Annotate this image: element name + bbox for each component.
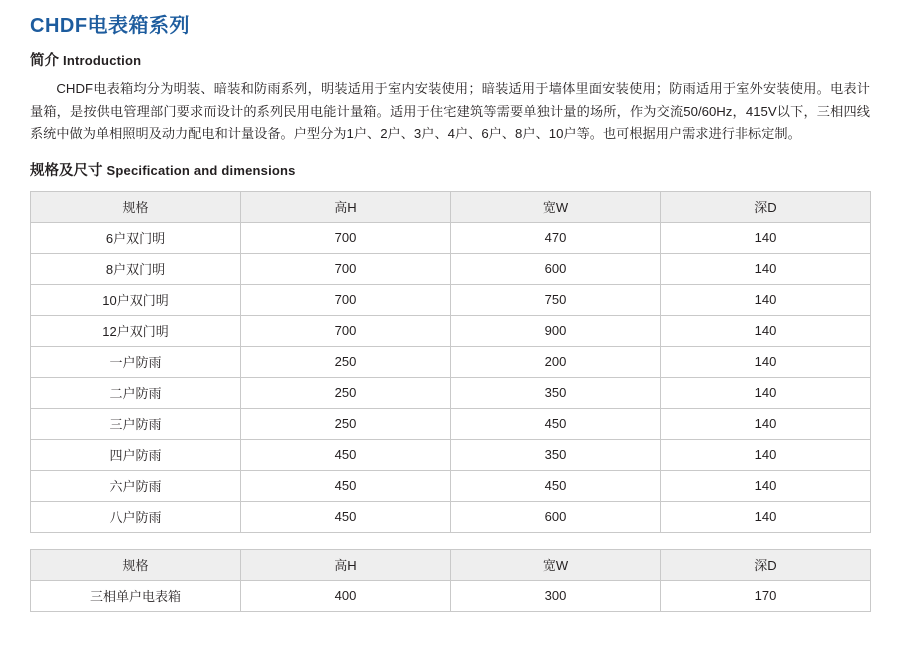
cell-width: 350 — [451, 439, 661, 470]
column-header-spec: 规格 — [31, 549, 241, 580]
table-row — [31, 222, 871, 253]
specification-heading-cn: 规格及尺寸 — [30, 162, 103, 179]
introduction-heading — [30, 52, 870, 71]
cell-spec: 三户防雨 — [31, 408, 241, 439]
column-header-spec: 规格 — [31, 191, 241, 222]
cell-spec: 三相单户电表箱 — [31, 580, 241, 611]
column-header-height: 高H — [241, 549, 451, 580]
cell-depth: 140 — [661, 377, 871, 408]
specification-table-main — [30, 191, 871, 533]
table-row — [31, 439, 871, 470]
cell-width: 900 — [451, 315, 661, 346]
cell-spec: 8户双门明 — [31, 253, 241, 284]
cell-height: 450 — [241, 501, 451, 532]
cell-width: 350 — [451, 377, 661, 408]
cell-height: 450 — [241, 470, 451, 501]
cell-depth: 140 — [661, 284, 871, 315]
cell-depth: 140 — [661, 408, 871, 439]
table-row — [31, 501, 871, 532]
table-row — [31, 470, 871, 501]
table-header-row — [31, 549, 871, 580]
cell-spec: 一户防雨 — [31, 346, 241, 377]
cell-height: 250 — [241, 346, 451, 377]
introduction-heading-en: Introduction — [63, 53, 142, 68]
cell-depth: 140 — [661, 501, 871, 532]
cell-height: 250 — [241, 408, 451, 439]
cell-depth: 170 — [661, 580, 871, 611]
cell-height: 400 — [241, 580, 451, 611]
cell-width: 450 — [451, 408, 661, 439]
cell-width: 300 — [451, 580, 661, 611]
column-header-width: 宽W — [451, 191, 661, 222]
cell-height: 700 — [241, 315, 451, 346]
table-header-row — [31, 191, 871, 222]
table-row — [31, 580, 871, 611]
cell-width: 600 — [451, 253, 661, 284]
specification-heading-en: Specification and dimensions — [106, 162, 296, 178]
column-header-depth: 深D — [661, 191, 871, 222]
table-row — [31, 408, 871, 439]
cell-spec: 10户双门明 — [31, 284, 241, 315]
cell-depth: 140 — [661, 346, 871, 377]
cell-width: 750 — [451, 284, 661, 315]
introduction-heading-cn: 简介 — [30, 53, 59, 69]
cell-width: 470 — [451, 222, 661, 253]
cell-spec: 四户防雨 — [31, 439, 241, 470]
cell-width: 200 — [451, 346, 661, 377]
table-row — [31, 253, 871, 284]
column-header-depth: 深D — [661, 549, 871, 580]
cell-depth: 140 — [661, 470, 871, 501]
cell-width: 450 — [451, 470, 661, 501]
cell-spec: 12户双门明 — [31, 315, 241, 346]
cell-depth: 140 — [661, 315, 871, 346]
page-title: CHDF电表箱系列 — [30, 15, 191, 37]
cell-spec: 六户防雨 — [31, 470, 241, 501]
cell-depth: 140 — [661, 439, 871, 470]
cell-height: 700 — [241, 253, 451, 284]
specification-table-second — [30, 549, 871, 612]
cell-height: 700 — [241, 222, 451, 253]
cell-depth: 140 — [661, 253, 871, 284]
specification-heading — [30, 162, 870, 181]
table-row — [31, 346, 871, 377]
cell-height: 700 — [241, 284, 451, 315]
cell-height: 450 — [241, 439, 451, 470]
cell-depth: 140 — [661, 222, 871, 253]
cell-spec: 二户防雨 — [31, 377, 241, 408]
cell-height: 250 — [241, 377, 451, 408]
table-row — [31, 284, 871, 315]
column-header-width: 宽W — [451, 549, 661, 580]
table-row — [31, 315, 871, 346]
table-row — [31, 377, 871, 408]
cell-spec: 八户防雨 — [31, 501, 241, 532]
introduction-paragraph: CHDF电表箱均分为明装、暗装和防雨系列，明装适用于室内安装使用；暗装适用于墙体里面安装使用；防雨适用于室外安装使用。电表计量箱，是按供电管理部门要求而设计的系列民用电能计量箱。适用于住宅建筑等需要单独计量的场所，作为交流50/60Hz，415V以下，三相四线系统中做为单相照明及动力配电和计量设备。户型分为1户、2户、3户、4户、6户、8户、10户等。也可根据用户需求进行非标定制。 — [30, 80, 870, 142]
column-header-height: 高H — [241, 191, 451, 222]
cell-spec: 6户双门明 — [31, 222, 241, 253]
cell-width: 600 — [451, 501, 661, 532]
